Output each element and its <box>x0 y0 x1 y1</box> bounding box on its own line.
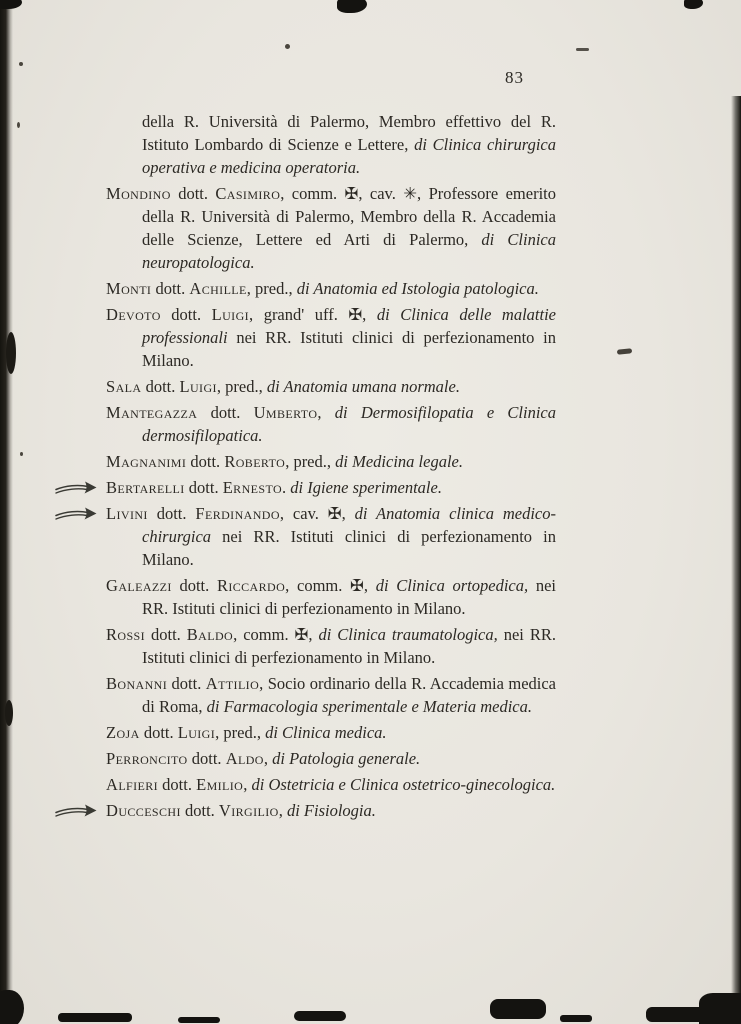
discipline-title: di Igiene sperimentale. <box>290 478 442 497</box>
person-name: Achille <box>189 279 247 298</box>
directory-entry <box>106 799 556 822</box>
discipline-title: di Clinica neuropatologica. <box>142 230 556 272</box>
scan-smudge <box>337 0 367 13</box>
scan-speck <box>617 348 632 355</box>
scan-edge-left <box>0 0 13 1024</box>
person-name: Luigi <box>177 723 216 742</box>
scan-smudge <box>58 1013 132 1022</box>
entry-text: , pred., <box>246 279 297 298</box>
discipline-title: di Fisiologia. <box>286 801 376 820</box>
entry-text: dott. <box>139 723 178 742</box>
discipline-title: di Anatomia ed Istologia patologica. <box>296 279 539 298</box>
directory-entry <box>106 773 556 796</box>
directory-entry <box>106 502 556 571</box>
entry-text: nei RR. Istituti clinici di perfezionamento in Milano. <box>142 527 556 569</box>
entry-text: nei RR. Istituti clinici di perfezionamento in Milano. <box>142 328 556 370</box>
entry-text: , pred., <box>285 452 336 471</box>
entry-text: dott. <box>184 478 223 497</box>
person-name: Galeazzi <box>106 576 172 595</box>
person-name: Aldo <box>225 749 264 768</box>
discipline-title: di Anatomia umana normale. <box>266 377 460 396</box>
person-name: Devoto <box>106 305 161 324</box>
person-name: Luigi <box>211 305 250 324</box>
person-name: Bonanni <box>106 674 168 693</box>
person-name: Alfieri <box>106 775 159 794</box>
entry-text: dott. <box>171 576 217 595</box>
person-name: Ernesto <box>222 478 283 497</box>
entry-text: dott. <box>187 749 226 768</box>
scan-edge-right <box>731 96 741 1024</box>
entry-text: dott. <box>170 184 216 203</box>
discipline-title: di Clinica delle malattie professionali <box>142 305 556 347</box>
person-name: Sala <box>106 377 142 396</box>
person-name: Virgilio <box>218 801 279 820</box>
person-name: Zoja <box>106 723 140 742</box>
scan-smudge <box>490 999 546 1019</box>
scan-speck <box>285 44 290 49</box>
directory-entry <box>106 401 556 447</box>
scan-edge-bump <box>5 700 13 726</box>
discipline-title: di Anatomia clinica medico-chirurgica <box>142 504 556 546</box>
entry-text: , comm. ✠, <box>233 625 319 644</box>
directory-entry <box>106 110 556 179</box>
directory-entry <box>106 747 556 770</box>
scan-smudge <box>178 1017 220 1023</box>
entry-text: dott. <box>141 377 180 396</box>
discipline-title: di Clinica ortopedica, <box>375 576 529 595</box>
discipline-title: di Clinica chirurgica operativa e medicina operatoria. <box>142 135 556 177</box>
person-name: Luigi <box>179 377 217 396</box>
person-name: Livini <box>106 504 148 523</box>
scan-smudge <box>0 990 24 1024</box>
directory-entry <box>106 721 556 744</box>
discipline-title: di Ostetricia e Clinica ostetrico-ginecologica. <box>251 775 556 794</box>
entry-text: , <box>317 403 335 422</box>
margin-arrow-icon <box>54 801 98 819</box>
entry-text: dott. <box>186 452 225 471</box>
entry-text: , grand' uff. ✠, <box>249 305 377 324</box>
discipline-title: di Clinica medica. <box>265 723 387 742</box>
person-name: Ducceschi <box>106 801 181 820</box>
entry-text: nei RR. Istituti clinici di perfezionamento in Milano. <box>142 625 556 667</box>
entry-text: dott. <box>147 504 196 523</box>
person-name: Monti <box>106 279 152 298</box>
entry-text: , comm. ✠, <box>285 576 376 595</box>
person-name: Roberto <box>224 452 286 471</box>
entry-text: , <box>263 749 273 768</box>
scan-speck <box>20 452 23 456</box>
entry-text: dott. <box>158 775 197 794</box>
directory-entry <box>106 375 556 398</box>
directory-entry <box>106 182 556 274</box>
scan-smudge <box>294 1011 346 1021</box>
directory-entry <box>106 574 556 620</box>
person-name: Attilio <box>205 674 260 693</box>
entry-text: , comm. ✠, cav. ✳, Professore emerito della R. Università di Palermo, Membro della R. Accademia delle Scienze, Lettere ed Arti di Palermo, <box>142 184 556 249</box>
discipline-title: di Farmacologia sperimentale e Materia medica. <box>206 697 532 716</box>
entry-text: dott. <box>197 403 254 422</box>
person-name: Bertarelli <box>106 478 185 497</box>
person-name: Mondino <box>106 184 171 203</box>
person-name: Rossi <box>106 625 146 644</box>
scan-speck <box>17 122 20 128</box>
entry-text: , <box>278 801 287 820</box>
scan-smudge <box>684 0 703 9</box>
discipline-title: di Dermosifilopatia e Clinica dermosifilopatica. <box>142 403 556 445</box>
scan-smudge <box>699 993 741 1024</box>
entry-text: , pred., <box>215 723 266 742</box>
entry-text: , Socio ordinario della R. Accademia medica di Roma, <box>142 674 556 716</box>
person-name: Umberto <box>253 403 318 422</box>
directory-entry <box>106 303 556 372</box>
entry-text: dott. <box>160 305 212 324</box>
entry-text: dott. <box>180 801 219 820</box>
person-name: Emilio <box>196 775 244 794</box>
discipline-title: di Patologia generale. <box>272 749 421 768</box>
entry-text: , <box>243 775 252 794</box>
person-name: Baldo <box>186 625 234 644</box>
person-name: Riccardo <box>216 576 286 595</box>
margin-arrow-icon <box>54 478 98 496</box>
directory-entry <box>106 476 556 499</box>
page-number: 83 <box>505 68 524 87</box>
person-name: Perroncito <box>106 749 188 768</box>
scan-speck <box>576 48 589 51</box>
faculty-entry-list <box>106 110 556 825</box>
person-name: Ferdinando <box>195 504 280 523</box>
entry-text: . <box>282 478 291 497</box>
discipline-title: di Clinica traumatologica, <box>318 625 498 644</box>
entry-text: dott. <box>145 625 187 644</box>
entry-text: , cav. ✠, <box>279 504 355 523</box>
person-name: Mantegazza <box>106 403 198 422</box>
scan-smudge <box>560 1015 592 1022</box>
entry-text: della R. Università di Palermo, Membro effettivo del R. Istituto Lombardo di Scienze e Lettere, <box>142 112 556 154</box>
scan-speck <box>19 62 23 66</box>
person-name: Magnanimi <box>106 452 187 471</box>
discipline-title: di Medicina legale. <box>335 452 463 471</box>
entry-text: dott. <box>167 674 206 693</box>
scan-edge-bump <box>6 332 16 374</box>
directory-entry <box>106 277 556 300</box>
person-name: Casimiro <box>215 184 281 203</box>
margin-arrow-icon <box>54 504 98 522</box>
entry-text: , pred., <box>216 377 267 396</box>
directory-entry <box>106 672 556 718</box>
directory-entry <box>106 623 556 669</box>
entry-text: nei RR. Istituti clinici di perfezionamento in Milano. <box>142 576 556 618</box>
scan-smudge <box>0 0 22 9</box>
entry-text: dott. <box>151 279 190 298</box>
directory-entry <box>106 450 556 473</box>
